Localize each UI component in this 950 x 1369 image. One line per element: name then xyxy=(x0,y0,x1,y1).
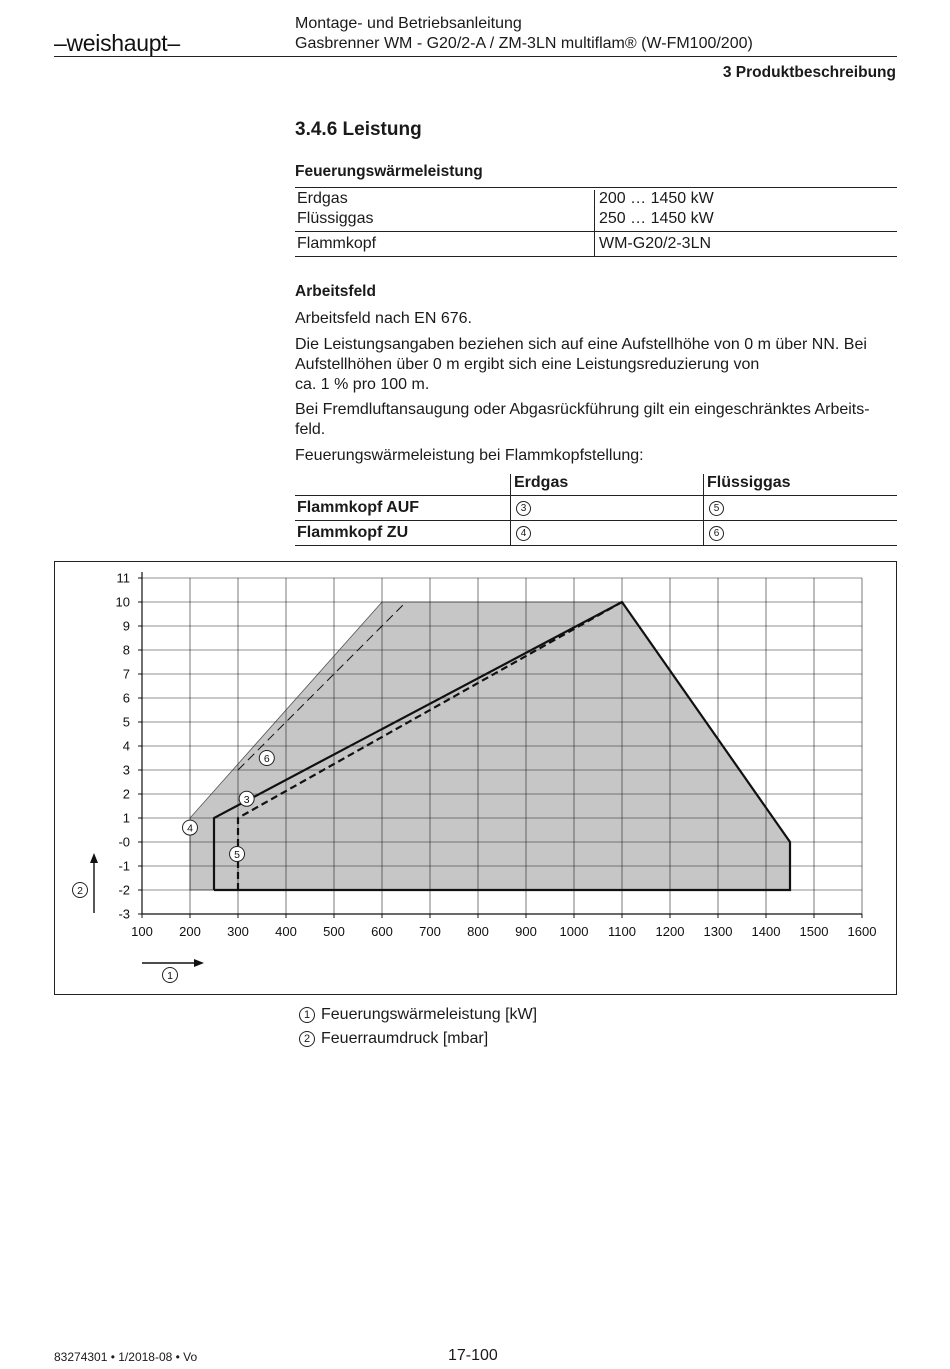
marker-5: 5 xyxy=(709,501,724,516)
table-rule xyxy=(295,231,897,232)
doc-title-line2: Gasbrenner WM - G20/2-A / ZM-3LN multiflam® (W-FM100/200) xyxy=(295,35,753,52)
table-rule xyxy=(295,520,897,521)
paragraph: Aufstellhöhen über 0 m ergibt sich eine Leistungsreduzierung von xyxy=(295,356,760,373)
paragraph: Die Leistungsangaben beziehen sich auf eine Aufstellhöhe von 0 m über NN. Bei xyxy=(295,336,867,353)
y-axis-marker: 2 xyxy=(77,885,83,897)
doc-id: 83274301 • 1/2018-08 • Vo xyxy=(54,1350,198,1364)
x-tick-label: 1300 xyxy=(703,924,733,939)
table-divider xyxy=(703,474,704,546)
table-rule xyxy=(295,256,897,257)
power-label-fluessiggas: Flüssiggas xyxy=(297,210,374,227)
y-tick-label: 3 xyxy=(122,762,130,778)
y-tick-label: 11 xyxy=(116,570,130,586)
col-header-fluessiggas: Flüssiggas xyxy=(707,474,791,491)
marker-6: 6 xyxy=(709,526,724,541)
legend-item-2 xyxy=(299,1030,488,1048)
legend-text: Feuerungswärmeleistung [kW] xyxy=(321,1006,538,1023)
x-tick-label: 1200 xyxy=(655,924,685,939)
y-tick-label: 8 xyxy=(122,642,130,658)
curve-marker-5: 5 xyxy=(234,849,240,861)
power-value-flammkopf: WM-G20/2-3LN xyxy=(599,235,712,252)
legend-marker: 2 xyxy=(299,1031,315,1047)
col-header-erdgas: Erdgas xyxy=(514,474,569,491)
table-rule xyxy=(295,495,897,496)
marker-3: 3 xyxy=(516,501,531,516)
brand-logo: –weishaupt– xyxy=(54,30,180,56)
x-tick-label: 1500 xyxy=(799,924,829,939)
curve-marker-6: 6 xyxy=(263,753,270,765)
y-tick-label: -0 xyxy=(118,834,130,850)
table-rule xyxy=(295,187,897,188)
y-tick-label: 1 xyxy=(122,810,130,826)
x-tick-label: 300 xyxy=(227,924,249,939)
working-field-chart xyxy=(54,561,897,995)
y-axis-arrowhead xyxy=(90,853,98,863)
x-tick-label: 500 xyxy=(323,924,345,939)
power-value-erdgas: 200 … 1450 kW xyxy=(599,190,714,207)
chapter-title: 3 Produktbeschreibung xyxy=(722,64,896,81)
curve-marker-3: 3 xyxy=(243,793,250,806)
x-tick-label: 1600 xyxy=(847,924,877,939)
paragraph: Bei Fremdluftansaugung oder Abgasrückführung gilt ein eingeschränktes Arbeits- xyxy=(295,401,870,418)
x-tick-label: 1400 xyxy=(751,924,781,939)
x-tick-label: 100 xyxy=(131,924,153,939)
paragraph: Arbeitsfeld nach EN 676. xyxy=(295,310,472,327)
legend-text: Feuerraumdruck [mbar] xyxy=(321,1030,489,1047)
legend-marker: 1 xyxy=(299,1007,315,1023)
field-subheading: Arbeitsfeld xyxy=(295,283,376,300)
section-heading: 3.4.6 Leistung xyxy=(295,119,422,140)
power-value-fluessiggas: 250 … 1450 kW xyxy=(599,210,714,227)
power-label-erdgas: Erdgas xyxy=(297,190,348,207)
x-tick-label: 700 xyxy=(419,924,441,939)
x-tick-label: 1100 xyxy=(608,924,636,939)
y-tick-label: 6 xyxy=(122,690,130,706)
curve-marker-4: 4 xyxy=(187,822,193,835)
y-tick-label: 5 xyxy=(122,714,130,730)
y-tick-label: 4 xyxy=(122,738,130,754)
y-tick-label: -1 xyxy=(118,858,130,874)
x-axis-marker: 1 xyxy=(167,970,173,982)
header-rule xyxy=(54,56,897,57)
table-divider xyxy=(594,190,595,257)
power-label-flammkopf: Flammkopf xyxy=(297,235,377,252)
y-tick-label: -3 xyxy=(118,906,130,922)
paragraph: Feuerungswärmeleistung bei Flammkopfstellung: xyxy=(295,447,644,464)
y-tick-label: 7 xyxy=(122,666,130,682)
y-tick-label: -2 xyxy=(118,882,130,898)
x-tick-label: 600 xyxy=(371,924,393,939)
power-subheading: Feuerungswärmeleistung xyxy=(295,163,483,180)
legend-item-1 xyxy=(299,1006,537,1024)
y-tick-label: 2 xyxy=(122,786,130,802)
x-tick-label: 900 xyxy=(515,924,537,939)
table-rule xyxy=(295,545,897,546)
x-tick-label: 200 xyxy=(179,924,201,939)
y-tick-label: 10 xyxy=(115,594,130,610)
x-tick-label: 1000 xyxy=(559,924,589,939)
paragraph: feld. xyxy=(295,421,326,438)
row-label-auf: Flammkopf AUF xyxy=(297,499,420,516)
x-tick-label: 400 xyxy=(275,924,297,939)
row-label-zu: Flammkopf ZU xyxy=(297,524,409,541)
paragraph: ca. 1 % pro 100 m. xyxy=(295,376,430,393)
doc-title-line1: Montage- und Betriebsanleitung xyxy=(295,15,522,32)
y-tick-label: 9 xyxy=(122,618,130,634)
marker-4: 4 xyxy=(516,526,531,541)
x-tick-label: 800 xyxy=(467,924,489,939)
x-axis-arrowhead xyxy=(194,959,204,967)
table-divider xyxy=(510,474,511,546)
page-number: 17-100 xyxy=(448,1347,498,1364)
